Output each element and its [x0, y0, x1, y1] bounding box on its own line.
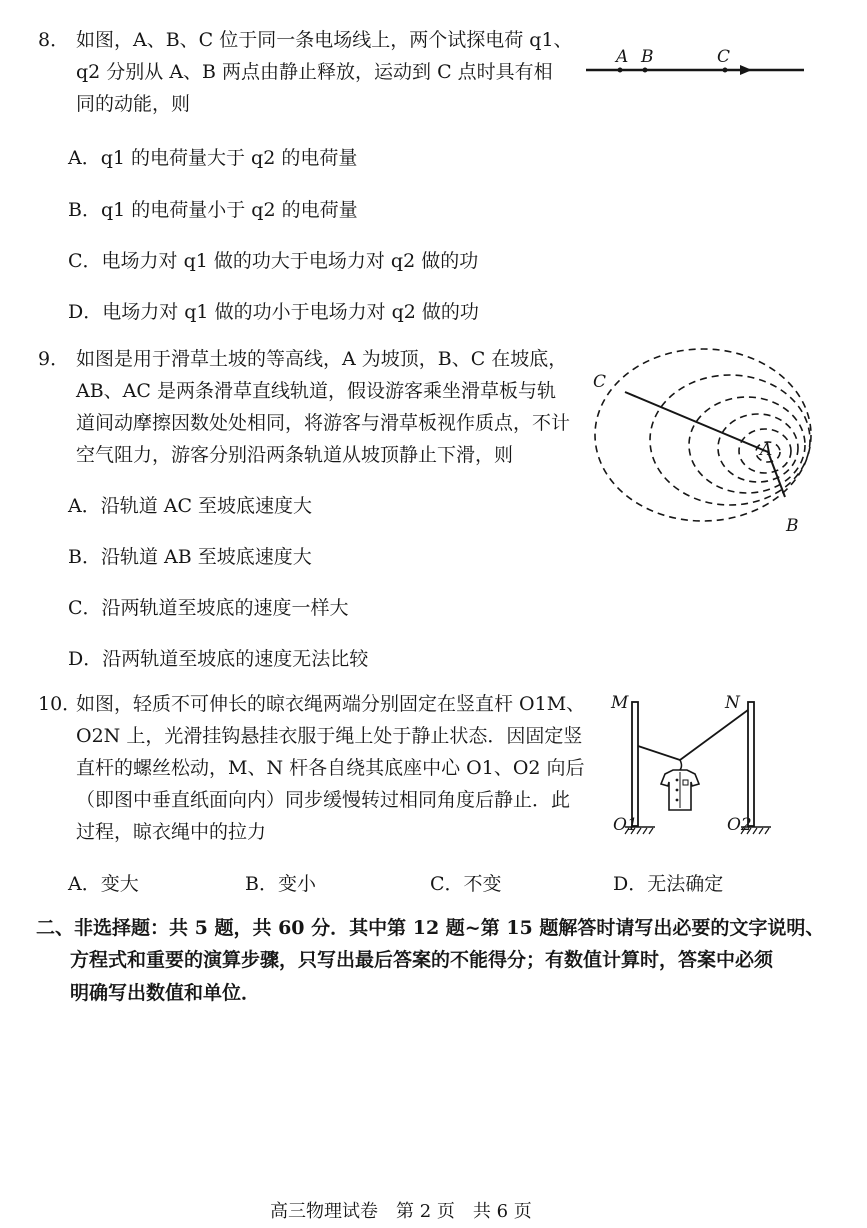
- q8-stem-line3: 同的动能，则: [76, 93, 191, 115]
- q9-stem-line1: 如图是用于滑草土坡的等高线，A 为坡顶，B、C 在坡底，: [76, 348, 568, 370]
- section2-line3: 明确写出数值和单位．: [70, 982, 261, 1004]
- q9-option-b: B．沿轨道 AB 至坡底速度大: [68, 546, 312, 568]
- q10-number: 10．: [38, 693, 82, 715]
- section2-line2: 方程式和重要的演算步骤，只写出最后答案的不能得分；有数值计算时，答案中必须: [70, 949, 774, 971]
- q8-option-c: C．电场力对 q1 做的功大于电场力对 q2 做的功: [68, 250, 479, 272]
- q10-option-c: C．不变: [430, 873, 502, 895]
- q9-option-d: D．沿两轨道至坡底的速度无法比较: [68, 648, 369, 670]
- q8-option-a: A．q1 的电荷量大于 q2 的电荷量: [68, 147, 358, 169]
- q10-stem-line3: 直杆的螺丝松动，M、N 杆各自绕其底座中心 O1、O2 向后: [76, 757, 585, 779]
- q10-stem-line2: O2N 上，光滑挂钩悬挂衣服于绳上处于静止状态．因固定竖: [76, 725, 583, 747]
- q10-option-b: B．变小: [245, 873, 316, 895]
- q9-option-a: A．沿轨道 AC 至坡底速度大: [68, 495, 313, 517]
- q8-label-a: A: [616, 47, 629, 67]
- q9-label-b: B: [786, 516, 799, 536]
- q8-number: 8．: [38, 29, 70, 51]
- q10-label-o2: O2: [727, 815, 752, 835]
- q8-option-b: B．q1 的电荷量小于 q2 的电荷量: [68, 199, 358, 221]
- q8-stem-line1: 如图，A、B、C 位于同一条电场线上，两个试探电荷 q1、: [76, 29, 573, 51]
- q9-number: 9．: [38, 348, 70, 370]
- q9-label-c: C: [593, 372, 607, 392]
- q9-option-c: C．沿两轨道至坡底的速度一样大: [68, 597, 349, 619]
- page-footer: 高三物理试卷 第 2 页 共 6 页: [270, 1201, 532, 1222]
- q10-label-m: M: [611, 693, 629, 713]
- q9-label-a: A: [760, 440, 773, 460]
- q10-stem-line5: 过程，晾衣绳中的拉力: [76, 821, 267, 843]
- q10-option-a: A．变大: [68, 873, 139, 895]
- q9-contour-figure: [585, 345, 815, 540]
- q10-option-d: D．无法确定: [613, 873, 724, 895]
- q8-label-b: B: [641, 47, 654, 67]
- q8-stem-line2: q2 分别从 A、B 两点由静止释放，运动到 C 点时具有相: [76, 61, 553, 83]
- q10-stem-line4: （即图中垂直纸面向内）同步缓慢转过相同角度后静止．此: [76, 789, 571, 811]
- q10-stem-line1: 如图，轻质不可伸长的晾衣绳两端分别固定在竖直杆 O1M、: [76, 693, 586, 715]
- q8-label-c: C: [717, 47, 731, 67]
- q9-stem-line4: 空气阻力，游客分别沿两条轨道从坡顶静止下滑，则: [76, 444, 514, 466]
- q10-clothesline-figure: [605, 688, 785, 838]
- q10-label-o1: O1: [613, 815, 638, 835]
- q8-field-line-figure: [580, 40, 810, 90]
- q9-stem-line2: AB、AC 是两条滑草直线轨道，假设游客乘坐滑草板与轨: [76, 380, 556, 402]
- section2-line1: 二、非选择题：共 5 题，共 60 分．其中第 12 题~第 15 题解答时请写出必要的文字说明、: [36, 917, 825, 939]
- q8-option-d: D．电场力对 q1 做的功小于电场力对 q2 做的功: [68, 301, 479, 323]
- q10-label-n: N: [725, 693, 740, 713]
- q9-stem-line3: 道间动摩擦因数处处相同，将游客与滑草板视作质点，不计: [76, 412, 571, 434]
